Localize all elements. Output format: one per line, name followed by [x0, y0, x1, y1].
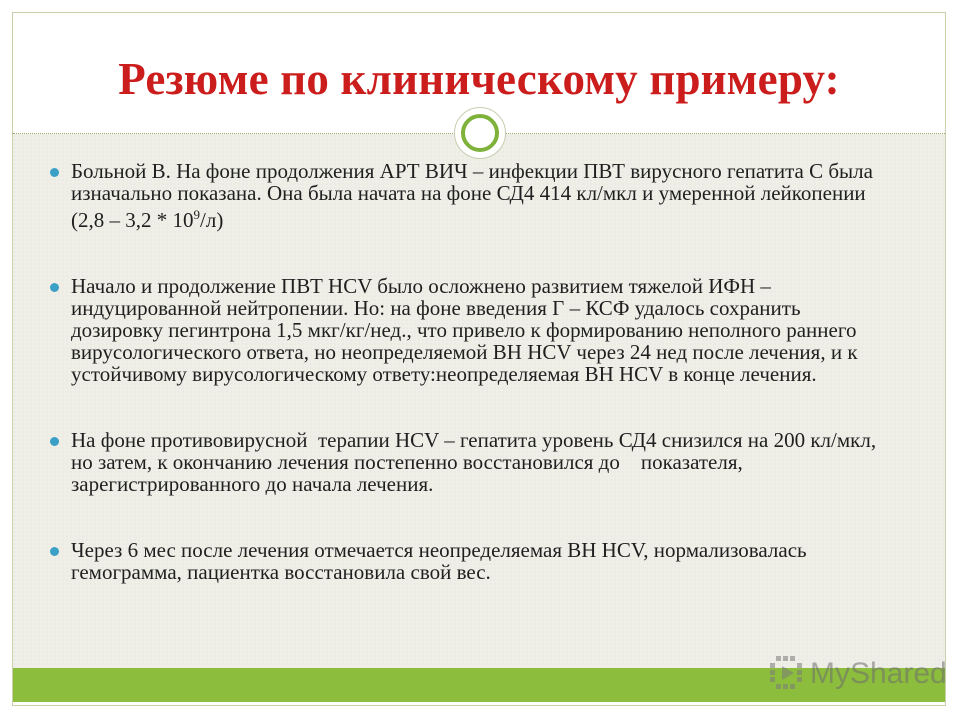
bullet-item — [13, 160, 945, 231]
bullet-text: Начало и продолжение ПВТ HCV было осложнено развитием тяжелой ИФН – индуцированной нейтропении. Но: на фоне введения Г – КСФ удалось сохранить дозировку пегинтрона 1,5 мкг/кг/нед., что привело к формированию неполного раннего вирусологического ответа, но неопределяемой ВН HCV через 24 нед после лечения, и к устойчивому вирусологическому ответу:неопределяемая ВН HCV в конце лечения. — [71, 274, 858, 386]
bullet-text-tail: /л) — [200, 208, 224, 232]
bullet-list — [13, 160, 945, 627]
watermark-logo-icon — [768, 654, 808, 694]
bullet-dot-icon — [50, 437, 59, 446]
bullet-text: Больной В. На фоне продолжения АРТ ВИЧ – инфекции ПВТ вирусного гепатита С была изначально показана. Она была начата на фоне СД4 414 кл/мкл и умеренной лейкопении (2,8 – 3,2 * 10 — [71, 159, 873, 232]
bullet-text: Через 6 мес после лечения отмечается неопределяемая ВН HCV, нормализовалась гемограмма, пациентка восстановила свой вес. — [71, 538, 807, 584]
bullet-item — [13, 275, 945, 385]
divider-ring-inner — [461, 114, 499, 152]
bullet-dot-icon — [50, 547, 59, 556]
slide-title: Резюме по клиническому примеру: — [118, 54, 840, 104]
content-area — [13, 134, 945, 668]
bullet-superscript: 9 — [193, 207, 200, 222]
bullet-dot-icon — [50, 168, 59, 177]
watermark-text: MyShared — [810, 657, 947, 690]
bullet-text: На фоне противовирусной терапии HCV – гепатита уровень СД4 снизился на 200 кл/мкл, но затем, к окончанию лечения постепенно восстановился до показателя, зарегистрированного до начала лечения. — [71, 428, 882, 496]
divider-ring-icon — [454, 107, 506, 159]
bullet-dot-icon — [50, 283, 59, 292]
watermark — [768, 654, 947, 694]
bullet-item — [13, 539, 945, 583]
bullet-item — [13, 429, 945, 495]
